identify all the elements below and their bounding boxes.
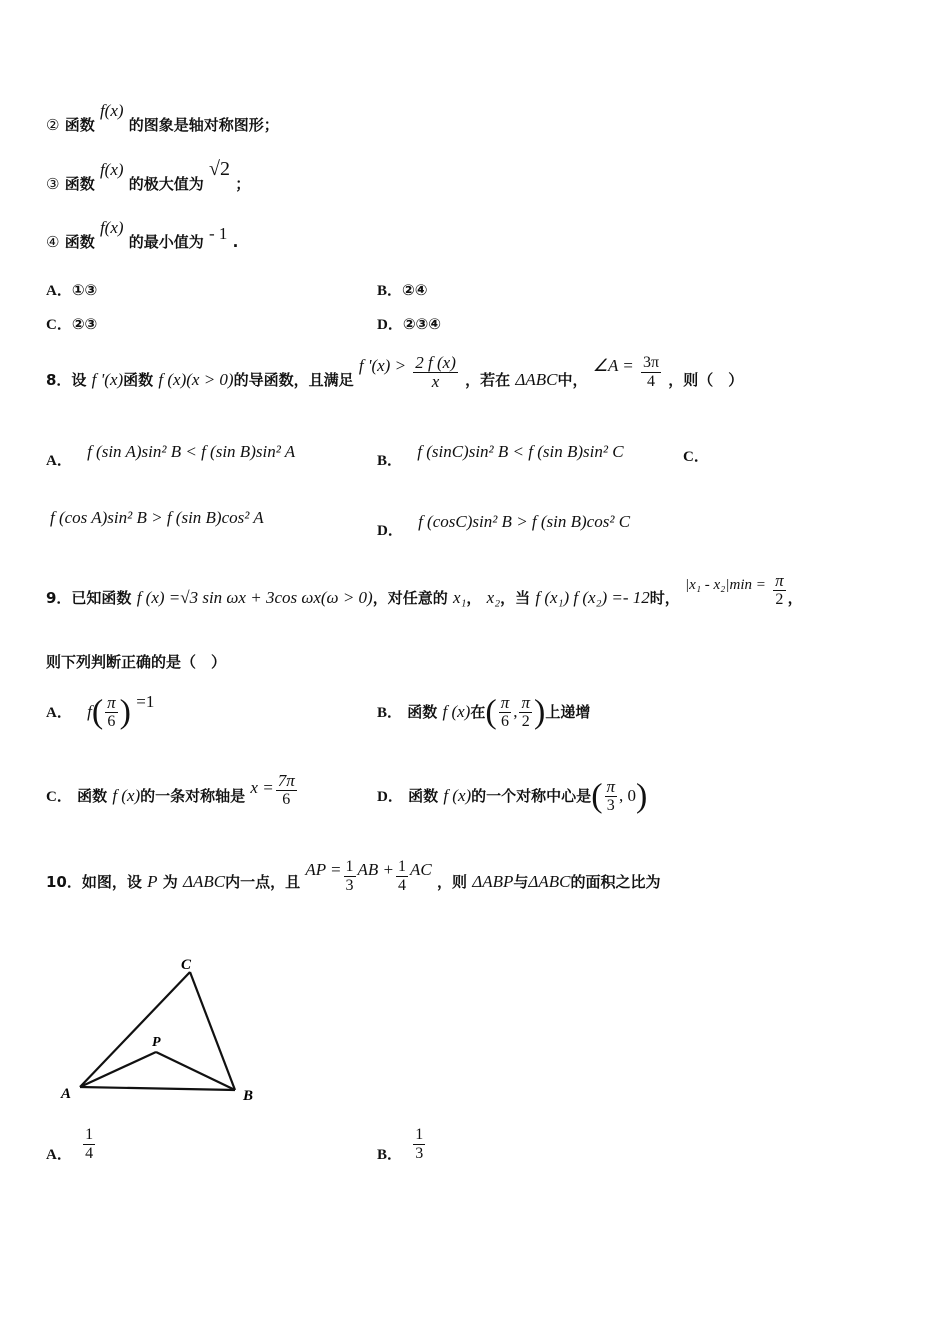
q9-option-a-rparen: ) (119, 693, 131, 731)
q10-den-2: 4 (398, 877, 407, 894)
q9-option-c[interactable] (46, 771, 299, 819)
statement-3-end: ； (235, 175, 251, 193)
q8-option-b-label: B． (377, 453, 403, 469)
q9-x2: x₂ (486, 588, 501, 607)
q9-option-a-fraction (105, 694, 118, 731)
q9-option-d-fraction (605, 778, 618, 815)
q8-option-d-label: D． (377, 523, 403, 539)
q10-number: 10．如图，设 (46, 873, 142, 891)
q7-option-d[interactable] (377, 314, 441, 335)
q9-text-4: ， (787, 589, 803, 607)
statement-3-text: 的极大值为 (128, 175, 204, 193)
vertex-a-label: A (61, 1086, 72, 1102)
q8-option-c-label-box[interactable] (683, 446, 709, 467)
q9-option-d-den: 3 (606, 797, 615, 814)
q8-ineq-fraction (413, 354, 458, 391)
q8-angle-fraction (641, 354, 661, 391)
q10-option-a-den: 4 (85, 1145, 94, 1162)
statement-2-text: 的图象是轴对称图形； (128, 116, 279, 134)
vertex-p-label: P (152, 1035, 161, 1050)
q9-option-b[interactable] (377, 690, 590, 735)
statement-4-fx: f(x) (99, 218, 124, 237)
statement-4-prefix: 函数 (64, 233, 95, 251)
q8-text-3: ，若在 (465, 371, 511, 389)
q8-ineq-den: x (431, 372, 440, 391)
q9-min-diff: |x₁ - x₂|min = (685, 577, 766, 593)
q9-option-d-text-2: 的一个对称中心是 (471, 787, 592, 805)
q10-ab: AB + (357, 860, 395, 879)
q10-option-b[interactable] (377, 1122, 427, 1167)
q9-pi-fraction (773, 572, 786, 609)
statement-3 (46, 158, 251, 194)
q10-option-a-fraction (83, 1126, 95, 1163)
q9-option-b-fx: f (x) (442, 702, 471, 721)
q9-x1: x₁ (452, 588, 467, 607)
q10-option-b-label: B． (377, 1147, 403, 1163)
q8-option-b-expr: f (sinC)sin² B < f (sin B)sin² C (417, 442, 624, 461)
q9-option-a[interactable] (46, 690, 154, 735)
q8-option-a-label: A． (46, 453, 72, 469)
q8-option-c[interactable] (50, 508, 264, 528)
q8-fdef: f (x)(x > 0) (158, 370, 234, 389)
edge-ap (80, 1052, 156, 1087)
q8-ineq-num: 2 f (x) (415, 353, 456, 372)
q10-stem (46, 860, 661, 904)
q9-option-b-num-2: π (521, 693, 530, 712)
q7-option-c-text: ②③ (71, 315, 98, 333)
q10-option-b-num: 1 (415, 1126, 424, 1143)
q9-sep: ， (466, 589, 482, 607)
statement-2-prefix: 函数 (64, 116, 95, 134)
q7-option-a[interactable] (46, 280, 97, 301)
statement-4-end: . (232, 233, 239, 251)
q9-option-b-lparen: ( (485, 693, 497, 731)
q8-angle-den: 4 (647, 373, 656, 390)
q7-option-d-text: ②③④ (402, 315, 441, 333)
q9-option-a-label: A． (46, 705, 72, 721)
statement-2-fx: f(x) (99, 101, 124, 120)
statement-4-num: ④ (46, 233, 60, 251)
q9-option-b-num-1: π (500, 693, 510, 712)
q9-text-3: 时， (649, 589, 680, 607)
q9-option-b-frac-2 (519, 694, 532, 731)
q7-option-b[interactable] (377, 280, 427, 301)
q10-option-b-den: 3 (415, 1145, 424, 1162)
q9-option-b-den-1: 6 (500, 713, 509, 730)
statement-2-num: ② (46, 116, 60, 134)
q10-point-p: P (147, 872, 158, 891)
q9-option-b-rparen: ) (534, 693, 546, 731)
q10-text-2: 内一点，且 (225, 873, 301, 891)
q10-option-b-fraction (413, 1126, 425, 1163)
q10-option-a-label: A． (46, 1147, 72, 1163)
q9-condition: f (x₁) f (x₂) =- 12 (535, 588, 650, 607)
q9-option-b-comma: , (513, 702, 518, 721)
q9-option-d-tail: , 0 (619, 786, 637, 805)
q8-text-2: 的导函数，且满足 (233, 371, 354, 389)
q10-option-a-num: 1 (85, 1126, 94, 1143)
edge-ac (80, 972, 190, 1087)
q8-ineq-lhs: f '(x) > (358, 356, 407, 375)
q7-option-a-label: A． (46, 283, 72, 299)
q9-option-d[interactable] (377, 774, 647, 819)
q10-num-2: 1 (398, 858, 407, 875)
q9-option-d-lparen: ( (591, 777, 603, 815)
q10-text-4: 与 (513, 873, 529, 891)
q9-line-2-text: 则下列判断正确的是（ ） (46, 653, 227, 671)
statement-2 (46, 101, 279, 135)
q8-fprime: f '(x) (91, 370, 124, 389)
q8-text-5: ，则（ ） (668, 371, 744, 389)
q9-option-c-text-1: 函数 (77, 787, 108, 805)
q9-pi-num: π (775, 571, 784, 590)
q9-option-a-post: =1 (136, 692, 155, 711)
q9-option-c-x: x = (250, 778, 274, 797)
q9-option-c-text-2: 的一条对称轴是 (140, 787, 246, 805)
q7-option-a-text: ①③ (71, 281, 98, 299)
q10-abp: ΔABP (472, 872, 514, 891)
q9-option-a-f: f (87, 702, 92, 721)
statement-3-value: √2 (209, 158, 230, 180)
vertex-c-label: C (181, 957, 192, 973)
q9-option-c-fraction (276, 772, 297, 809)
q8-angle: ∠A = (592, 356, 634, 375)
q9-option-c-num: 7π (277, 771, 295, 790)
q7-option-d-label: D． (377, 317, 403, 333)
q8-option-b[interactable] (377, 438, 624, 467)
q8-option-a[interactable] (46, 438, 295, 467)
q8-option-c-expr: f (cos A)sin² B > f (sin B)cos² A (50, 508, 264, 527)
q10-text-5: 的面积之比为 (570, 873, 661, 891)
q9-option-a-den: 6 (107, 713, 116, 730)
q9-option-b-text-2: 在 (470, 703, 486, 721)
q9-option-d-rparen: ) (636, 777, 648, 815)
edge-ab (80, 1087, 235, 1090)
q9-option-b-text-3: 上递增 (545, 703, 591, 721)
q9-text-2: ，当 (500, 589, 531, 607)
q8-number: 8．设 (46, 371, 87, 389)
q9-number: 9．已知函数 (46, 589, 132, 607)
q10-text-1: 为 (162, 873, 178, 891)
q9-option-c-den: 6 (282, 791, 291, 808)
q9-option-d-num: π (606, 777, 616, 796)
q9-stem (46, 571, 803, 619)
q9-option-b-text-1: 函数 (407, 703, 438, 721)
statement-4 (46, 218, 239, 252)
q10-abc: ΔABC (528, 872, 571, 891)
q10-den-1: 3 (345, 877, 354, 894)
q9-option-d-label: D． (377, 789, 403, 805)
q8-option-d[interactable] (377, 508, 630, 537)
q10-ap: AP = (305, 860, 342, 879)
q10-option-a[interactable] (46, 1122, 97, 1167)
vertex-b-label: B (243, 1088, 254, 1104)
triangle-figure (55, 950, 270, 1110)
q9-option-c-label: C． (46, 789, 72, 805)
statement-3-fx: f(x) (99, 160, 124, 179)
q8-option-c-label: C． (683, 449, 709, 465)
q9-option-a-num: π (107, 693, 116, 712)
q9-option-b-label: B． (377, 705, 403, 721)
q9-line-2 (46, 652, 226, 672)
q9-option-c-fx: f (x) (112, 786, 141, 805)
q8-option-a-expr: f (sin A)sin² B < f (sin B)sin² A (87, 442, 296, 461)
q7-option-c[interactable] (46, 314, 97, 335)
q9-option-b-frac-1 (499, 694, 512, 731)
q10-triangle: ΔABC (182, 872, 226, 891)
q10-ac: AC (410, 860, 432, 879)
q9-text-1: ，对任意的 (372, 589, 448, 607)
q9-option-b-den-2: 2 (521, 713, 530, 730)
statement-3-prefix: 函数 (64, 175, 95, 193)
q7-option-b-label: B． (377, 283, 403, 299)
q10-text-3: ，则 (436, 873, 467, 891)
q7-option-b-text: ②④ (402, 281, 428, 299)
q9-option-d-fx: f (x) (443, 786, 472, 805)
q8-triangle: ΔABC (515, 370, 558, 389)
q9-pi-den: 2 (775, 591, 784, 608)
q8-text-4: 中， (557, 371, 588, 389)
q7-option-c-label: C． (46, 317, 72, 333)
q10-frac-2 (396, 858, 408, 895)
q8-option-d-expr: f (cosC)sin² B > f (sin B)cos² C (418, 512, 631, 531)
q8-stem (46, 353, 744, 400)
q10-num-1: 1 (345, 858, 354, 875)
q9-function: f (x) =√3 sin ωx + 3cos ωx(ω > 0) (136, 588, 373, 607)
q8-angle-num: 3π (642, 354, 660, 371)
statement-4-text: 的最小值为 (128, 233, 204, 251)
statement-4-value: - 1 (209, 224, 228, 243)
statement-3-num: ③ (46, 175, 60, 193)
q9-option-a-lparen: ( (91, 693, 104, 731)
q10-frac-1 (344, 858, 356, 895)
q8-text-1: 函数 (123, 371, 154, 389)
q9-option-d-text-1: 函数 (408, 787, 439, 805)
